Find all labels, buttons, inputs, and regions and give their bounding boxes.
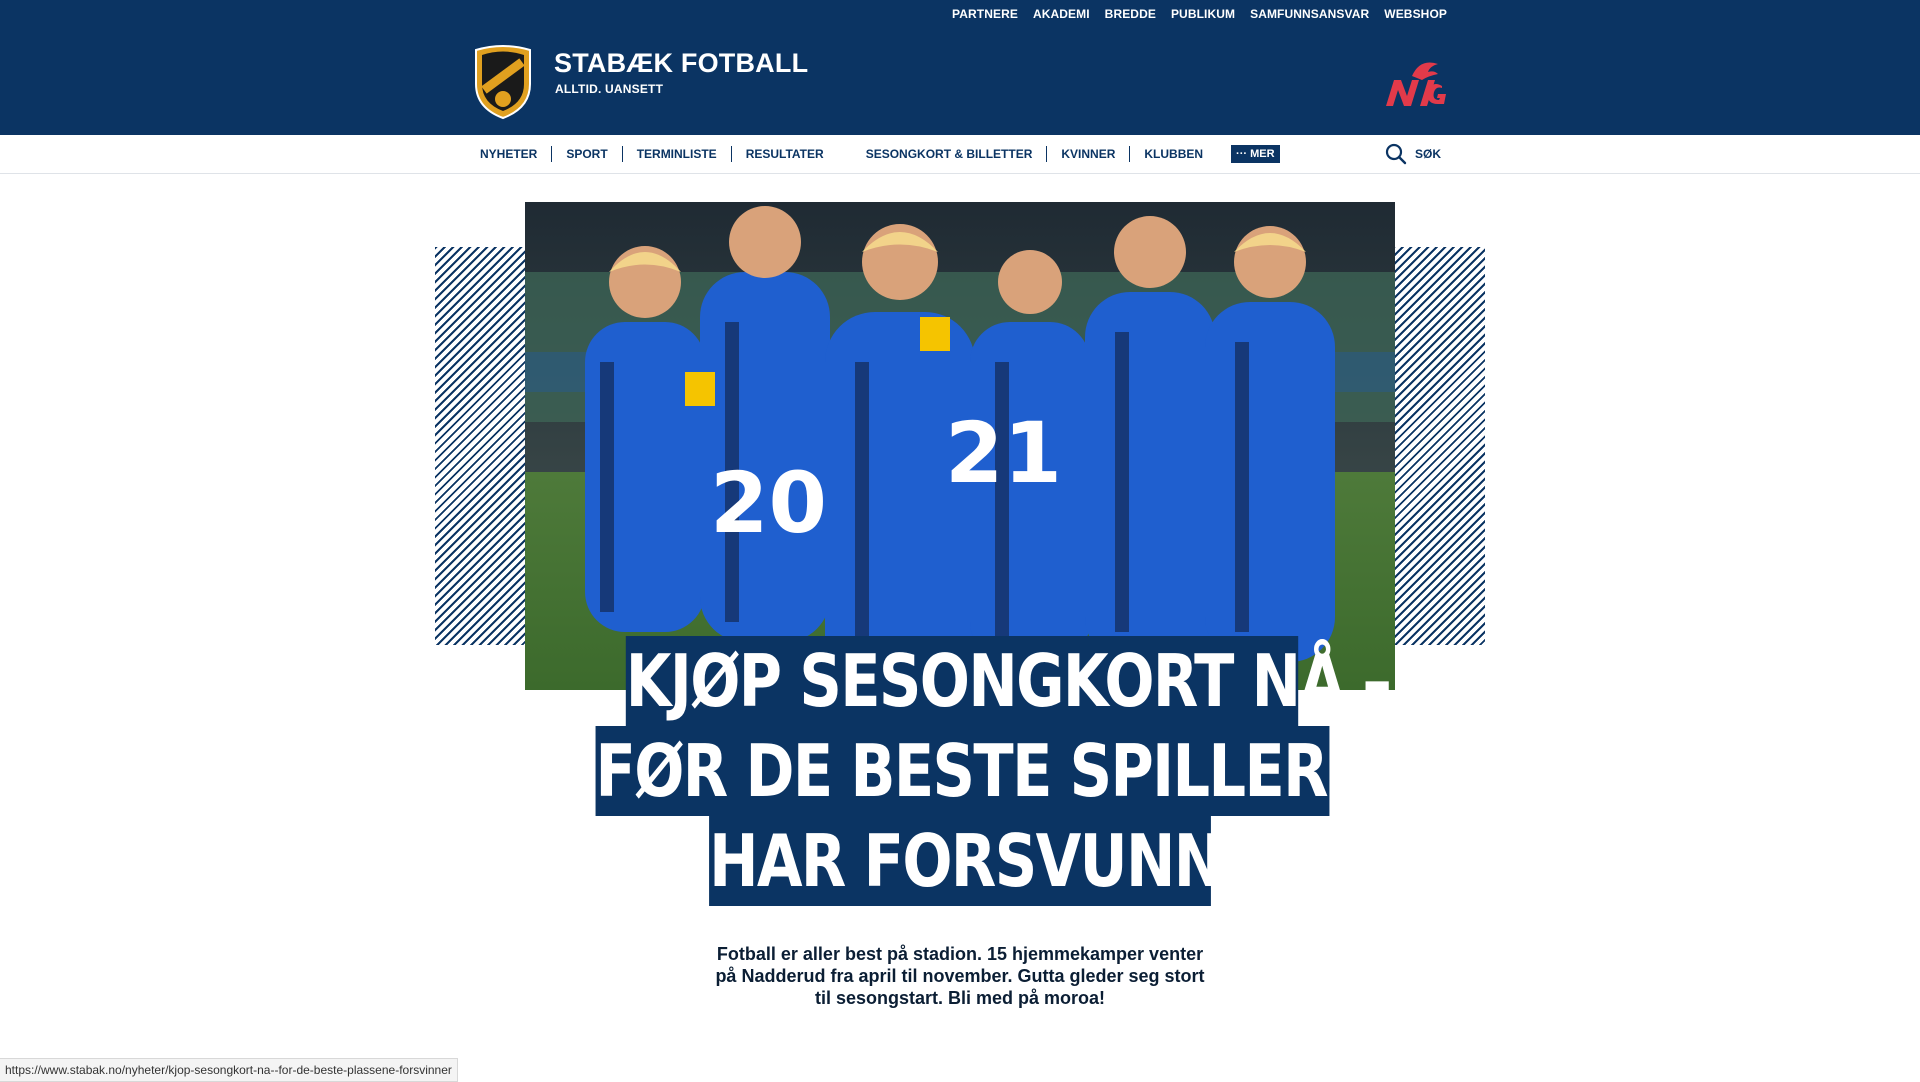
top-link-akademi[interactable]: AKADEMI [1032,7,1090,21]
club-name[interactable]: STABÆK FOTBALL [554,48,809,78]
nav-item-klubben[interactable]: KLUBBEN [1144,147,1204,161]
main-nav [0,135,1920,174]
nav-more-button[interactable]: ··· MER [1231,145,1280,163]
nav-item-sesongkort[interactable]: SESONGKORT & BILLETTER [852,146,1048,162]
headline-line-1: KJØP SESONGKORT NÅ – [626,636,1298,726]
headline-line-2: FØR DE BESTE SPILLERNE [596,726,1330,816]
top-link-publikum[interactable]: PUBLIKUM [1170,7,1236,21]
stabaek-crest-icon[interactable] [470,44,536,120]
nig-sponsor-logo[interactable] [1382,58,1448,108]
nav-item-kvinner[interactable]: KVINNER [1047,146,1130,162]
search-icon [1385,143,1407,165]
top-links [952,7,1447,21]
top-link-partnere[interactable]: PARTNERE [952,7,1018,21]
stripe-pattern-left [435,247,527,645]
nav-item-resultater[interactable]: RESULTATER [745,147,824,161]
headline-line-3: HAR FORSVUNNET [709,816,1211,906]
top-link-bredde[interactable]: BREDDE [1104,7,1156,21]
article-lead: Fotball er aller best på stadion. 15 hjemmekamper venter på Nadderud fra april til november. Gutta gleder seg stort til sesongstart. Bli med på moroa! [715,944,1205,1008]
stripe-pattern-right [1393,247,1485,645]
nav-item-nyheter[interactable]: NYHETER [480,146,552,162]
search-label: SØK [1415,147,1442,161]
top-link-webshop[interactable]: WEBSHOP [1384,7,1447,21]
club-tagline: ALLTID. UANSETT [555,82,664,96]
search-button[interactable] [1385,143,1441,165]
nav-item-sport[interactable]: SPORT [552,146,622,162]
site-header [0,0,1920,135]
svg-text:21: 21 [945,404,1062,502]
hero-photo-illustration [525,202,1395,690]
nav-item-terminliste[interactable]: TERMINLISTE [623,146,732,162]
svg-text:20: 20 [710,454,827,552]
status-bar-url: https://www.stabak.no/nyheter/kjop-sesongkort-na--for-de-beste-plassene-forsvinner [0,1058,458,1082]
team-celebration-photo[interactable] [525,202,1395,690]
top-link-samfunnsansvar[interactable]: SAMFUNNSANSVAR [1250,7,1370,21]
